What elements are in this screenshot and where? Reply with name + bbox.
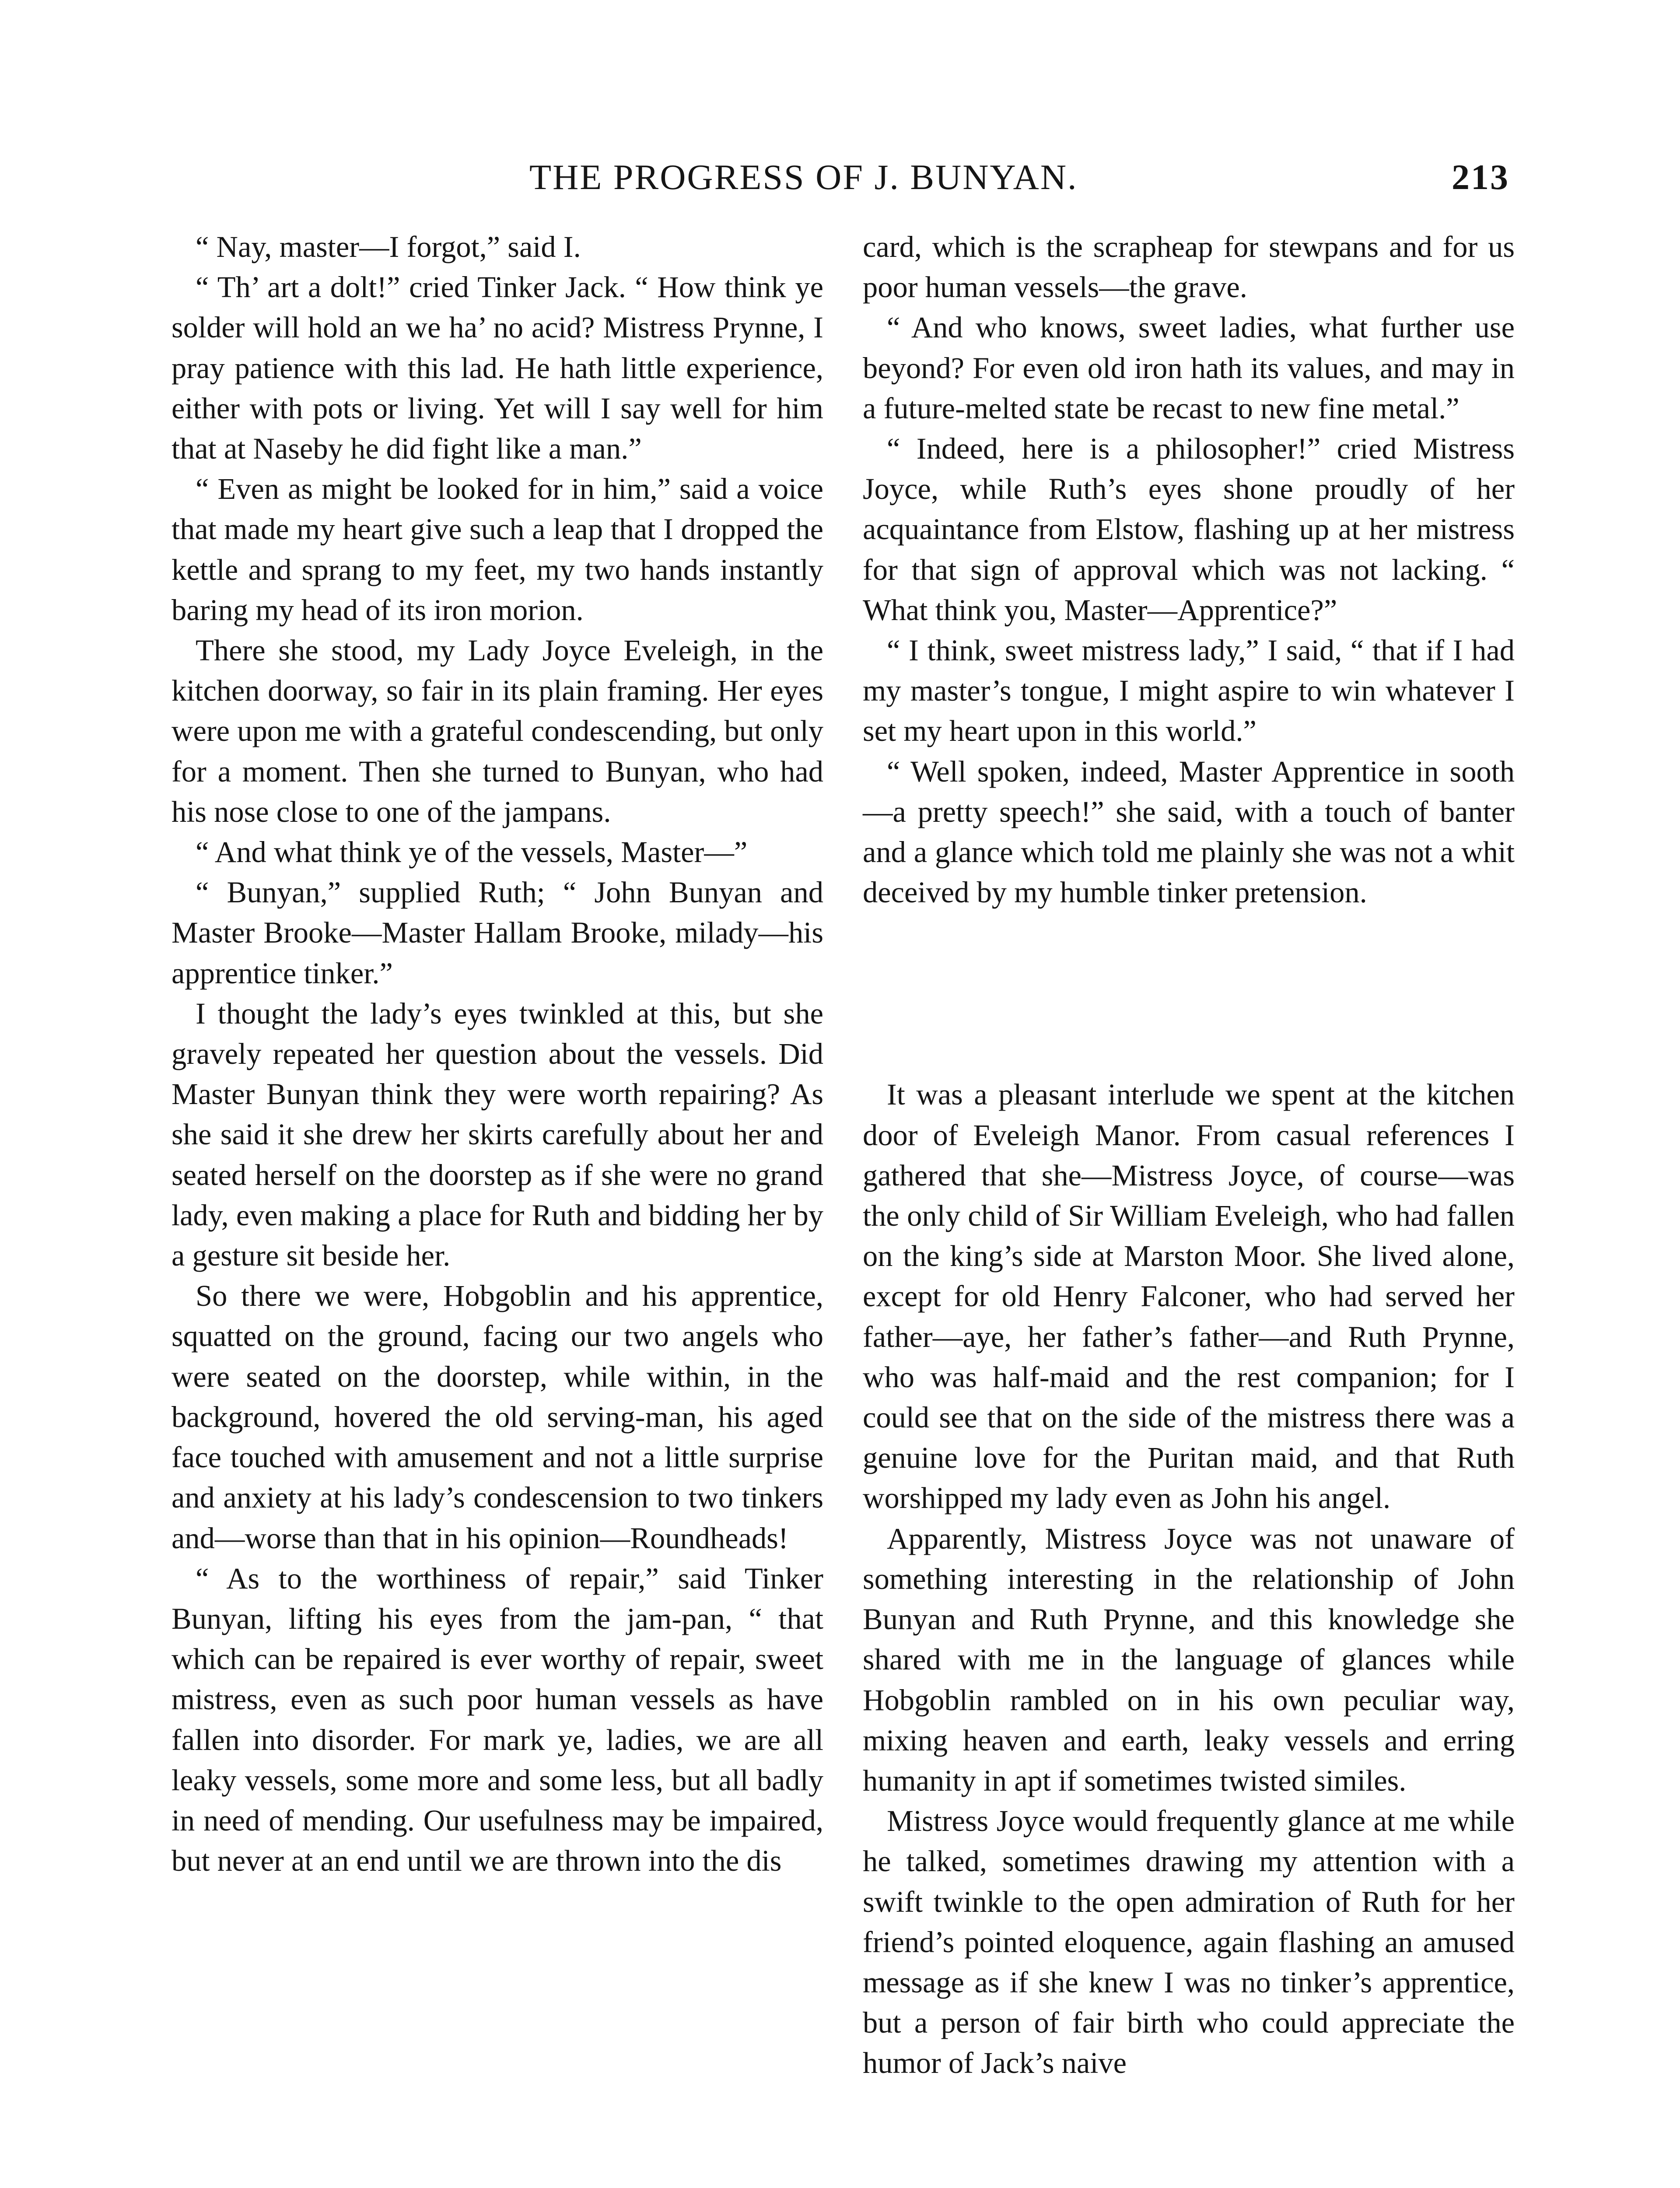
paragraph: “ Indeed, here is a philosopher!” cried Mistress Joyce, while Ruth’s eyes shone proudly of her acquaintance from Elstow, flashing up at her mistress for that sign of approval which was not lacking. “ What think you, Master—Apprentice?” (863, 432, 1515, 627)
paragraph: It was a pleasant interlude we spent at the kitchen door of Eveleigh Manor. From casual references I gathered that she—Mistress Joyce, of course—was the only child of Sir William Eveleigh, who had fallen on the king’s side at Marston Moor. She lived alone, except for old Henry Falconer, who had served her father—aye, her father’s father—and Ruth Prynne, who was half-maid and the rest companion; for I could see that on the side of the mistress there was a genuine love for the Puritan maid, and that Ruth worshipped my lady even as John his angel. (863, 1078, 1515, 1515)
paragraph: “ And who knows, sweet ladies, what further use beyond? For even old iron hath its values, and may in a future-melted state be recast to new fine metal.” (863, 311, 1515, 425)
paragraph: Mistress Joyce would frequently glance at me while he talked, sometimes drawing my attention with a swift twinkle to the open admiration of Ruth for her friend’s pointed eloquence, again flashing an amused message as if she knew I was no tinker’s apprentice, but a person of fair birth who could appreciate the humor of Jack’s naive (863, 1804, 1515, 2080)
paragraph: “ I think, sweet mistress lady,” I said, “ that if I had my master’s tongue, I might aspire to win whatever I set my heart upon in this world.” (863, 634, 1515, 748)
paragraph: “ Well spoken, indeed, Master Apprentice in sooth—a pretty speech!” she said, with a touch of banter and a glance which told me plainly she was not a whit deceived by my humble tinker pretension. (863, 754, 1515, 909)
paragraph-continued: card, which is the scrapheap for stewpans and for us poor human vessels—the grave. (863, 230, 1515, 304)
running-title: THE PROGRESS OF J. BUNYAN. (529, 157, 1078, 197)
paragraph: “ Th’ art a dolt!” cried Tinker Jack. “ How think ye solder will hold an we ha’ no acid? Mistress Prynne, I pray patience with this lad. He hath little experience, either with pots or living. Yet will I say well for him that at Naseby he did fight like a man.” (172, 270, 823, 466)
paragraph: “ Nay, master—I forgot,” said I. (196, 230, 581, 263)
paragraph: “ As to the worthiness of repair,” said Tinker Bunyan, lifting his eyes from the jam-pan, “ that which can be repaired is ever worthy of repair, sweet mistress, even as such poor human vessels as have fallen into disorder. For mark ye, ladies, we are all leaky vessels, some more and some less, but all badly in need of mending. Our usefulness may be impaired, but never at an end until we are thrown into the dis (172, 1561, 823, 1878)
left-text-column (172, 227, 823, 1881)
paragraph: There she stood, my Lady Joyce Eveleigh, in the kitchen doorway, so fair in its plain framing. Her eyes were upon me with a grateful condescending, but only for a moment. Then she turned to Bunyan, who had his nose close to one of the jampans. (172, 634, 823, 828)
page-header (529, 153, 1509, 201)
paragraph: I thought the lady’s eyes twinkled at this, but she gravely repeated her question about the vessels. Did Master Bunyan think they were worth repairing? As she said it she drew her skirts carefully about her and seated herself on the doorstep as if she were no grand lady, even making a place for Ruth and bidding her by a gesture sit beside her. (172, 996, 823, 1273)
paragraph: “ Bunyan,” supplied Ruth; “ John Bunyan and Master Brooke—Master Hallam Brooke, milady—his apprentice tinker.” (172, 876, 823, 990)
paragraph: “ Even as might be looked for in him,” said a voice that made my heart give such a leap that I dropped the kettle and sprang to my feet, my two hands instantly baring my head of its iron morion. (172, 472, 823, 627)
right-text-column (863, 227, 1515, 2083)
page-number: 213 (1452, 157, 1509, 197)
paragraph: “ And what think ye of the vessels, Master—” (196, 835, 748, 869)
paragraph: Apparently, Mistress Joyce was not unaware of something interesting in the relationship of John Bunyan and Ruth Prynne, and this knowledge she shared with me in the language of glances while Hobgoblin rambled on in his own peculiar way, mixing heaven and earth, leaky vessels and erring humanity in apt if sometimes twisted similes. (863, 1522, 1515, 1797)
paragraph: So there we were, Hobgoblin and his apprentice, squatted on the ground, facing our two angels who were seated on the doorstep, while within, in the background, hovered the old serving-man, his aged face touched with amusement and not a little surprise and anxiety at his lady’s condescension to two tinkers and—worse than that in his opinion—Roundheads! (172, 1279, 823, 1555)
